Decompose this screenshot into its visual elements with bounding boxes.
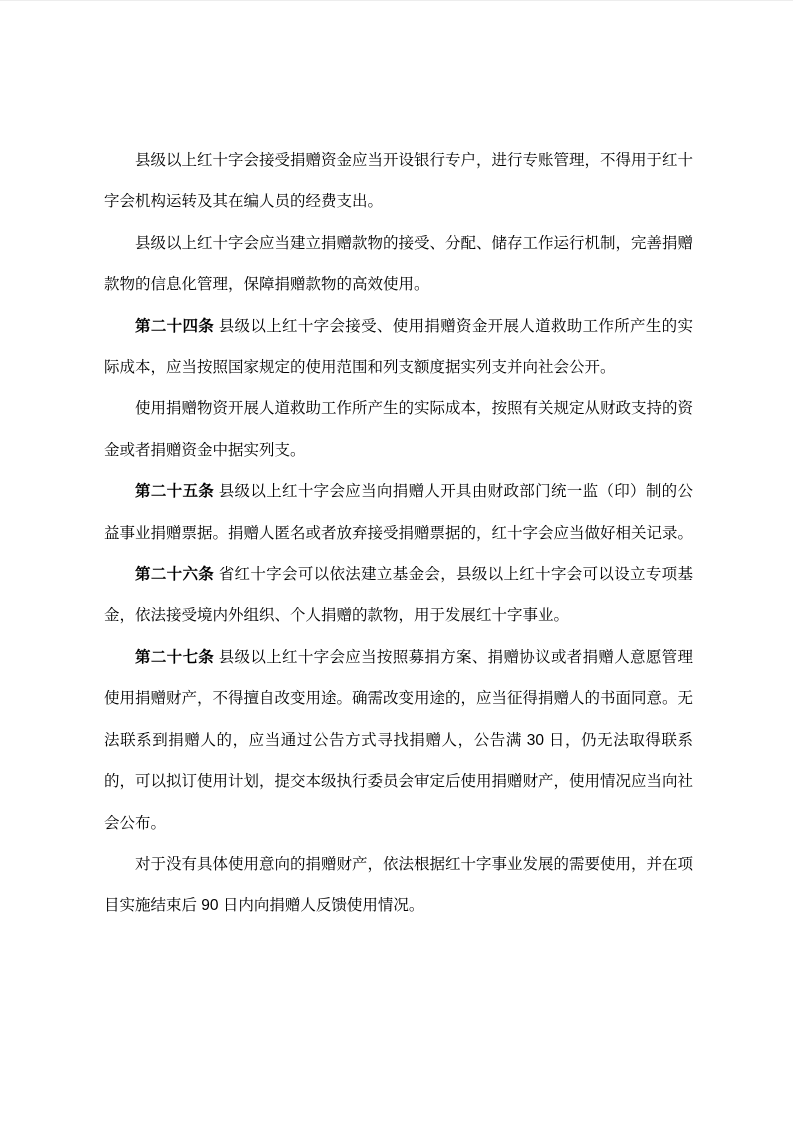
- paragraph: [104, 306, 693, 389]
- article-number: 第二十四条: [135, 317, 215, 335]
- paragraph-text: 省红十字会可以依法建立基金会，县级以上红十字会可以设立专项基金，依法接受境内外组织、个人捐赠的款物，用于发展红十字事业。: [104, 566, 693, 625]
- paragraph: [104, 388, 693, 471]
- article-number: 第二十五条: [135, 483, 215, 501]
- document-body: [104, 140, 693, 927]
- paragraph-text: 使用捐赠物资开展人道救助工作所产生的实际成本，按照有关规定从财政支持的资金或者捐赠资金中据实列支。: [104, 400, 694, 459]
- paragraph: [104, 223, 693, 306]
- article-number: 第二十七条: [135, 648, 215, 666]
- paragraph: [104, 637, 693, 844]
- paragraph-text: 县级以上红十字会接受捐赠资金应当开设银行专户，进行专账管理，不得用于红十字会机构运转及其在编人员的经费支出。: [104, 152, 694, 211]
- paragraph: [104, 844, 693, 927]
- paragraph-text: 县级以上红十字会应当按照募捐方案、捐赠协议或者捐赠人意愿管理使用捐赠财产，不得擅自改变用途。确需改变用途的，应当征得捐赠人的书面同意。无法联系到捐赠人的，应当通过公告方式寻找捐赠人，公告满 30 日，仍无法取得联系的，可以拟订使用计划，提交本级执行委员会审定后使用捐赠财产，使用情况应当向社会公布。: [104, 648, 694, 832]
- paragraph-text: 县级以上红十字会接受、使用捐赠资金开展人道救助工作所产生的实际成本，应当按照国家规定的使用范围和列支额度据实列支并向社会公开。: [104, 317, 693, 377]
- paragraph: [104, 140, 693, 223]
- article-number: 第二十六条: [135, 566, 215, 584]
- paragraph-text: 对于没有具体使用意向的捐赠财产，依法根据红十字事业发展的需要使用，并在项目实施结束后 90 日内向捐赠人反馈使用情况。: [104, 855, 694, 915]
- paragraph: [104, 471, 693, 554]
- paragraph-text: 县级以上红十字会应当建立捐赠款物的接受、分配、储存工作运行机制，完善捐赠款物的信息化管理，保障捐赠款物的高效使用。: [104, 234, 694, 294]
- paragraph: [104, 554, 693, 637]
- paragraph-text: 县级以上红十字会应当向捐赠人开具由财政部门统一监（印）制的公益事业捐赠票据。捐赠人匿名或者放弃接受捐赠票据的，红十字会应当做好相关记录。: [104, 483, 694, 542]
